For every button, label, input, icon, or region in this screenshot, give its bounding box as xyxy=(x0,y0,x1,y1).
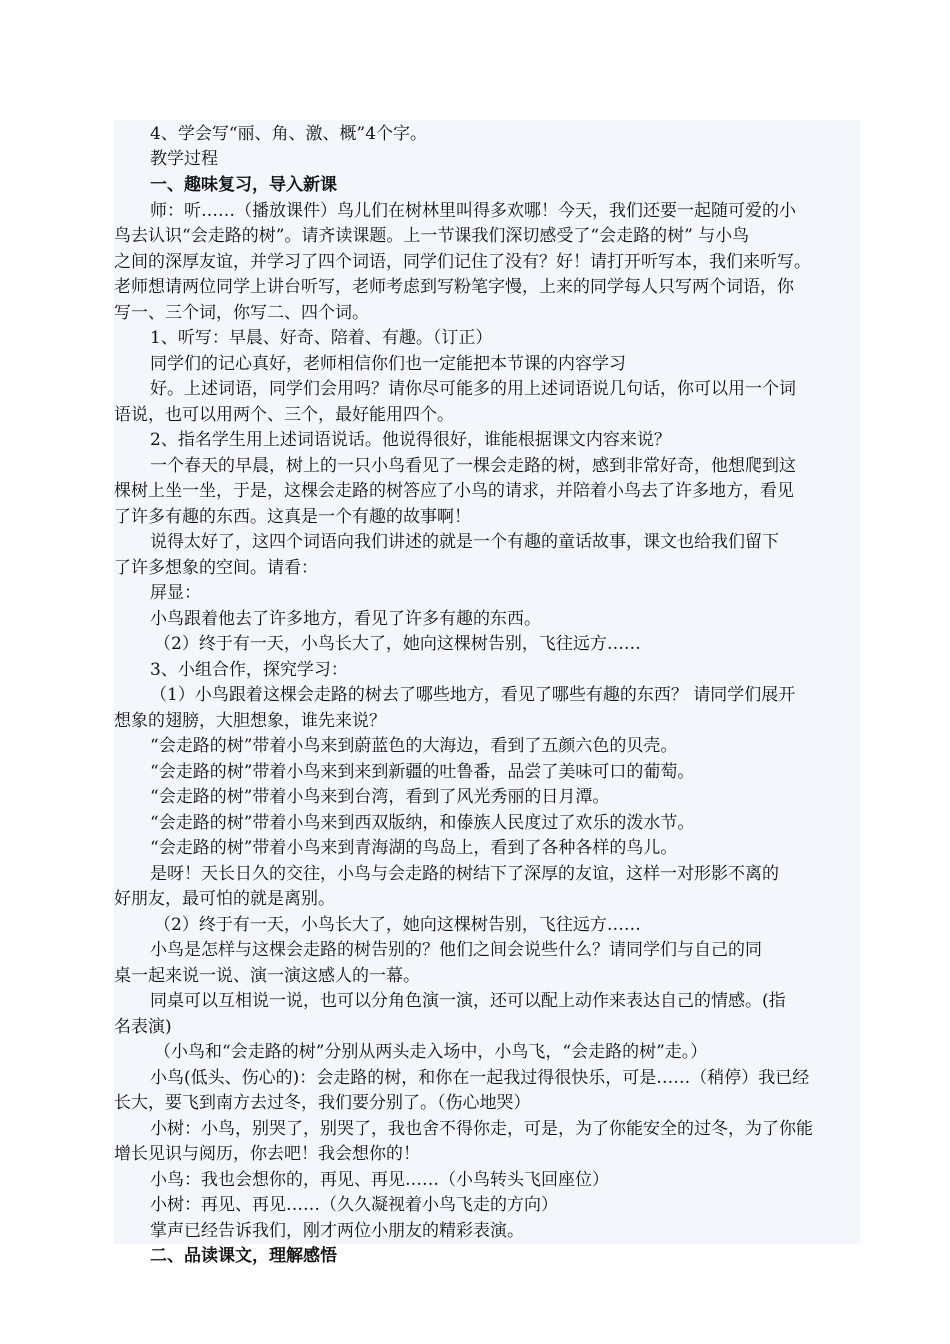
text-line: 桌一起来说一说、演一演这感人的一幕。 xyxy=(114,966,420,986)
section-heading: 二、品读课文，理解感悟 xyxy=(150,1246,337,1266)
section-heading: 一、趣味复习，导入新课 xyxy=(150,175,337,195)
text-line: 同学们的记心真好，老师相信你们也一定能把本节课的内容学习 xyxy=(150,354,626,374)
text-line: 说得太好了，这四个词语向我们讲述的就是一个有趣的童话故事，课文也给我们留下 xyxy=(150,532,779,552)
text-line: “会走路的树”带着小鸟来到来到新疆的吐鲁番，品尝了美味可口的葡萄。 xyxy=(150,762,695,782)
text-line: （小鸟和“会走路的树”分别从两头走入场中，小鸟飞，“会走路的树”走。） xyxy=(154,1042,708,1062)
text-line: 小树：再见、再见……（久久凝视着小鸟飞走的方向） xyxy=(150,1195,558,1215)
text-line: 4、学会写“丽、角、激、概”4个字。 xyxy=(150,124,428,144)
text-line: 增长见识与阅历，你去吧！我会想你的！ xyxy=(114,1144,420,1164)
text-line: 小鸟：我也会想你的，再见、再见……（小鸟转头飞回座位） xyxy=(150,1170,609,1190)
text-line: 鸟去认识“会走路的树”。请齐读课题。上一节课我们深切感受了“会走路的树” 与小鸟 xyxy=(114,226,750,246)
text-line: 教学过程 xyxy=(150,149,218,169)
text-line: “会走路的树”带着小鸟来到蔚蓝色的大海边，看到了五颜六色的贝壳。 xyxy=(150,736,678,756)
text-line: 同桌可以互相说一说，也可以分角色演一演，还可以配上动作来表达自己的情感。(指 xyxy=(150,991,786,1011)
text-line: 掌声已经告诉我们，刚才两位小朋友的精彩表演。 xyxy=(150,1221,524,1241)
text-line: 小鸟跟着他去了许多地方，看见了许多有趣的东西。 xyxy=(150,609,541,629)
text-line: 写一、三个词，你写二、四个词。 xyxy=(114,303,369,323)
text-line: 是呀！天长日久的交往，小鸟与会走路的树结下了深厚的友谊，这样一对形影不离的 xyxy=(150,864,779,884)
text-line: 了许多想象的空间。请看： xyxy=(114,558,318,578)
text-line: 3、小组合作，探究学习： xyxy=(150,660,348,680)
text-line: 名表演) xyxy=(114,1017,172,1037)
text-line: 一个春天的早晨，树上的一只小鸟看见了一棵会走路的树，感到非常好奇，他想爬到这 xyxy=(150,456,796,476)
text-line: （2）终于有一天，小鸟长大了，她向这棵树告别，飞往远方…… xyxy=(154,634,641,654)
text-line: 之间的深厚友谊，并学习了四个词语，同学们记住了没有？好！请打开听写本，我们来听写。 xyxy=(114,252,811,272)
text-line: 师：听……（播放课件）鸟儿们在树林里叫得多欢哪！今天，我们还要一起随可爱的小 xyxy=(150,201,796,221)
text-line: 长大，要飞到南方去过冬，我们要分别了。（伤心地哭） xyxy=(114,1093,531,1113)
text-line: （2）终于有一天，小鸟长大了，她向这棵树告别，飞往远方…… xyxy=(154,915,641,935)
text-line: 小树：小鸟，别哭了，别哭了，我也舍不得你走，可是，为了你能安全的过冬，为了你能 xyxy=(150,1119,813,1139)
text-line: 小鸟是怎样与这棵会走路的树告别的？他们之间会说些什么？请同学们与自己的同 xyxy=(150,940,762,960)
text-line: “会走路的树”带着小鸟来到台湾，看到了风光秀丽的日月潭。 xyxy=(150,787,610,807)
text-line: 好朋友，最可怕的就是离别。 xyxy=(114,889,335,909)
text-line: 想象的翅膀，大胆想象，谁先来说？ xyxy=(114,711,386,731)
text-line: 棵树上坐一坐，于是，这棵会走路的树答应了小鸟的请求，并陪着小鸟去了许多地方，看见 xyxy=(114,481,794,501)
text-line: 了许多有趣的东西。这真是一个有趣的故事啊！ xyxy=(114,507,471,527)
text-line: “会走路的树”带着小鸟来到西双版纳，和傣族人民度过了欢乐的泼水节。 xyxy=(150,813,695,833)
text-line: 1、听写：早晨、好奇、陪着、有趣。（订正） xyxy=(150,328,493,348)
text-line: 语说，也可以用两个、三个，最好能用四个。 xyxy=(114,405,454,425)
text-line: 2、指名学生用上述词语说话。他说得很好，谁能根据课文内容来说？ xyxy=(150,430,671,450)
text-line: 好。上述词语，同学们会用吗？请你尽可能多的用上述词语说几句话，你可以用一个词 xyxy=(150,379,796,399)
text-line: （1）小鸟跟着这棵会走路的树去了哪些地方，看见了哪些有趣的东西？ 请同学们展开 xyxy=(150,685,796,705)
text-line: 小鸟(低头、伤心的)：会走路的树，和你在一起我过得很快乐，可是……（稍停）我已经 xyxy=(150,1068,810,1088)
text-line: 屏显： xyxy=(150,583,201,603)
text-line: 老师想请两位同学上讲台听写，老师考虑到写粉笔字慢，上来的同学每人只写两个词语，你 xyxy=(114,277,794,297)
document-body xyxy=(114,120,860,1266)
text-line: “会走路的树”带着小鸟来到青海湖的鸟岛上，看到了各种各样的鸟儿。 xyxy=(150,838,678,858)
